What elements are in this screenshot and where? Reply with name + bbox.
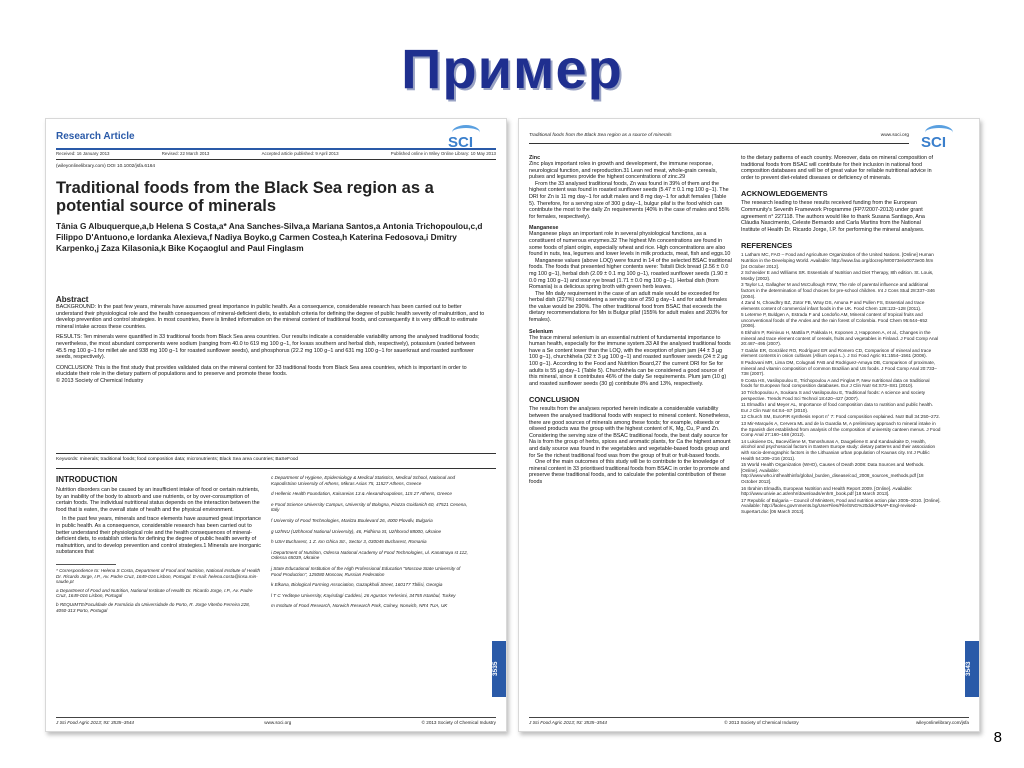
correspondence-note: * Correspondence to: Helena S Costa, Department of Food and Nutrition, National Institute of Health Dr. Ricardo Jorge, I.P., Av. Padre Cruz, 1649-016 Lisbon, Portugal. E-mail: helena.costa@insa.min-saude.pt xyxy=(56,567,261,585)
affiliation-item: d Hellenic Health Foundation, Kaisareias 13 & Alexandroupoleos, 115 27 Athens, Greece xyxy=(271,491,452,497)
page-footer: J Sci Food Agric 2013; 93: 3535–3544 www.soci.org © 2013 Society of Chemical Industry xyxy=(56,717,496,725)
reference-item: 11 Elmadfa I and Meyer AL, Importance of food composition data to nutrition and public health. Eur J Clin Nutr 64:S4–S7 (2010). xyxy=(741,402,933,413)
abstract-body xyxy=(56,304,486,385)
research-article-label: Research Article xyxy=(56,131,135,142)
selenium-paragraph: The trace mineral selenium is an essential nutrient of fundamental importance to human health, especially for the immune system.33 All the analysed traditional foods have a Se content lower than the LOQ, with the exception of plum jam (44 ± 3 µg 100 g−1), churchkhela (32 ± 3 µg 100 g−1) and roasted sunflower seeds (24 ± 2 µg 100 g−1). According to the Food and Nutrition Board,27 the current DRI for Se for adults is 55 µg day−1 (Table 5). Churchkhela can be considered a good source of this mineral, since it contributes 46% of the daily Se requirements. Plum jam (10 g) and roasted sunflower seeds (30 g) contribute 8% and 13%, respectively. xyxy=(529,334,731,387)
paper-page-last xyxy=(518,118,980,732)
acknowledgements-text: The research leading to these results received funding from the European Community's Seventh Framework Programme (FP7/2007-2013) under grant agreement n° 227118. The authors would like to thank Susana Santiago, Ana Cláudia Nascimento, Celeste Bernardo and Carla Martins from the National Institute of Health Dr. Ricardo Jorge, I.P. for performing the mineral analyses. xyxy=(741,200,925,233)
page-number-tab: 3535 xyxy=(492,641,506,697)
reference-item: 6 Ekholm P, Reinivuo H, Mattila P, Pakkala H, Koponen J, Happonen A, et al., Changes in the mineral and trace element content of cereals, fruits and vegetables in Finland. J Food Comp Anal 20:487–495 (2007). xyxy=(741,330,939,347)
manganese-paragraph-2: Manganese values (above LOQ) were found in 14 of the selected BSAC traditional foods. The foods that presented higher contents were: Tsitsili Dick bread (2.56 ± 0.0 mg 100 g−1), herbal dish (2.09 ± 0.1 mg 100 g−1), roasted sunflower seeds (1.90 ± 0.0 mg 100 g−1) and sour rye bread (1.71 ± 0.0 mg 100 g−1). Herbal dish (from Romania) is a delicious spring broth with green herb leaves. xyxy=(529,257,732,291)
slide-number: 8 xyxy=(993,729,1002,746)
affiliation-item: j State Educational Institution of the High Professional Education "Moscow State University of Food Production", 125080 Moscow, Russian Federation xyxy=(271,565,461,577)
author-list: Tânia G Albuquerque,a,b Helena S Costa,a* Ana Sanches-Silva,a Mariana Santos,a Antonia Trichopoulou,c,d Filippo D'Antuono,e Iordanka Alexieva,f Nadiya Boyko,g Carmen Costea,h Katerina Fedosova,i Dmitry Karpenko,j Zaza Kilasonia,k Bike Koçaoglul and Paul Finglasm xyxy=(56,221,483,253)
intro-column xyxy=(56,475,261,613)
body-column-left xyxy=(529,155,732,486)
conclusion-continued: to the dietary patterns of each country. Moreover, data on mineral composition of traditional foods from BSAC will contribute for their inclusion in national food composition databases and will be of great value for reliable nutritional advice in order to prevent diet-related diseases or deficiency of minerals. xyxy=(741,155,933,181)
abstract-conclusion: CONCLUSION: This is the first study that provides validated data on the mineral content for 33 traditional foods from Black Sea area countries, which is important in order to elucidate their role in the dietary pattern of populations and to preserve and promote these foods. xyxy=(56,364,467,378)
abstract-heading: Abstract xyxy=(56,295,89,304)
intro-paragraph-1: Nutrition disorders can be caused by an insufficient intake of food or certain nutrients, by an inability of the body to absorb and use nutrients, or by over-consumption of certain foods. The individual nutritional status depends on the interaction between the food that is eaten, the overall state of health and the physical environment. xyxy=(56,487,260,513)
manganese-heading: Manganese xyxy=(529,225,559,232)
affiliation-item: k Elkana, Biological Farming Association, Gazapkhuli Street, 160177 Tbilisi, Georgia xyxy=(271,582,443,588)
zinc-paragraph-1: Zinc plays important roles in growth and development, the immune response, neurological function, and reproduction.31 Lean red meat, whole-grain cereals, pulses and legumes provide the highest concentrations of zinc.29 xyxy=(529,161,717,181)
copyright-line: © 2013 Society of Chemical Industry xyxy=(56,377,144,384)
intro-paragraph-2: In the past few years, minerals and trace elements have assumed great importance in public health. As a consequence, considerable research has been carried out to better understand their physiological role and the health consequences of mineral-deficient diets, to establish criteria for defining the degree of public health severity of malnutrition, and to develop prevention and control strategies.1 Minerals are inorganic substances that xyxy=(56,516,261,556)
conclusion-heading: CONCLUSION xyxy=(529,395,580,405)
page-footer: J Sci Food Agric 2013; 93: 3535–3544 © 2013 Society of Chemical Industry wileyonlinelibrary.com/jsfa xyxy=(529,717,969,725)
zinc-heading: Zinc xyxy=(529,155,541,161)
reference-item: 13 Mir-Marqués A, Cervera ML and de la Guardia M, A preliminary approach to mineral intake in the Spanish diet established from analysis of the composition of university canteen menus. J Food Comp Anal 27:160–168 (2012). xyxy=(741,420,941,438)
reference-item: 9 Costa HS, Vasilopoulou E, Trichopoulou A and Finglas P, New nutritional data on traditional foods for European food composition databases. Eur J Clin Nutr 64:S73–S81 (2010). xyxy=(741,377,930,389)
acknowledgements-heading: ACKNOWLEDGEMENTS xyxy=(741,189,828,199)
reference-item: 17 Republic of Bulgaria – Council of Ministers, Food and nutrition action plan 2005–2010. [Online]. Available: http://faolex.govrnments.bg/UserFiles/File/SNG%20dok/FNAP-Engl-revised-Supertart.doc [06 March 2013]. xyxy=(741,497,941,514)
sci-logo: SCI xyxy=(919,127,963,149)
reference-item: 8 Padovani MR, Lima DM, Colugnati FAB and Rodriguez-Amaya DB, Comparison of proximate, mineral and vitamin composition of common Brazilian and US foods. J Food Comp Anal 20:733–738 (2007). xyxy=(741,360,937,377)
affiliation-item: m Institute of Food Research, Norwich Research Park, Colney, Norwich, NR4 7UA, UK xyxy=(271,603,448,609)
abstract-background: BACKGROUND: In the past few years, minerals have assumed great importance in public health. As a consequence, considerable research has been carried out to better understand their physiological role and the health consequences of mineral-deficient diets, to establish criteria for defining the degree of public health severity of malnutrition, and to develop prevention and control strategies. In most countries, there is limited information on the mineral content of traditional foods, and consequently it is very difficult to estimate mineral intake across these countries. xyxy=(56,304,485,330)
page-number-tab: 3543 xyxy=(965,641,979,697)
reference-item: 2 Schneider E and Williams SR. Essentials of Nutrition and Diet Therapy, 8th edition. St. Louis, Mosby (2002). xyxy=(741,270,934,281)
running-header: Traditional foods from the Black Sea region as a source of minerals www.soci.org xyxy=(529,133,909,138)
paper-page-first xyxy=(45,118,507,732)
affiliation-item: i Department of Nutrition, Odessa National Academy of Food Technologies, ul. Kanatnaya st 112, Odessa 65039, Ukraine xyxy=(271,549,468,561)
reference-item: 4 Zand N, Chowdhry BZ, Zotor FB, Wray DS, Amuna P and Pullen FS, Essential and trace elements content of commercial infant foods in the UK. Food Chem 128:123–128 (2011). xyxy=(741,300,925,311)
reference-item: 14 Lukoiene DL, Bacevičiene M, Tamoshunas A, Daugeliene E and Kandaukaite D, Health, alcohol and psychosocial factors in Eastern Europe study: dietary patterns and their association with socio-demographic factors in the Lithuanian urban population of Kaunas city. Int J Public Health 54:209–216 (2011). xyxy=(741,438,936,461)
body-column-right xyxy=(741,155,941,515)
abstract-results: RESULTS: Ten minerals were quantified in 33 traditional foods from Black Sea area countries. Our results indicate a considerable variability among the analysed traditional foods; nevertheless, the most abundant components were sodium (ranging from 40.0 to 619 mg 100 g−1, for kvass southern and herbal dish, respectively), potassium (varied between 45.5 mg 100 g−1 for millet ale and 938 mg 100 g−1 for roasted sunflower seeds), and phosphorus (22.2 mg 100 g−1 and 631 mg 100 g−1 for sauerkraut and roasted sunflower seeds, respectively). xyxy=(56,334,480,361)
reference-item: 16 Ibrahim Elmadfa, European Nutrition and Health Report 2009. [Online]. Available: http://www.univie.ac.at/enhr/downloads/enhrII_book.pdf [18 March 2013]. xyxy=(741,485,913,497)
reference-item: 5 Leterme P, Buldgen A, Estrada F and Londoño AM, Mineral content of tropical fruits and unconventional foods of the Andes and the rain forest of Colombia. Food Chem 95:644–652 (2006). xyxy=(741,312,928,329)
header-rule xyxy=(56,148,496,150)
affiliation-item: l T C Yeditepe University, Kayisdagi Caddesi, 26 Agustos Yerlesimi, 34755 Istanbul, Turkey xyxy=(271,592,456,598)
intro-heading: INTRODUCTION xyxy=(56,475,118,484)
zinc-paragraph-2: From the 33 analysed traditional foods, Zn was found in 39% of them and the highest content was found in roasted sunflower seeds (5.47 ± 0.1 mg 100 g−1). The DRI for Zn is 11 mg day−1 for adult males and 8 mg day−1 for adult females (Table 5). Therefore, for a serving size of 300 g day−1, bulgur pilaf is the food which can contribute the most to the daily Zn requirements (40% in the case of males and 55% for females, respectively). xyxy=(529,180,730,220)
doi-line: (wileyonlinelibrary.com) DOI 10.1002/jsfa.6164 xyxy=(56,164,156,169)
affiliation-item: g UzhNU (Uzhhorod National University), 46, Pidhirna St, Uzhhorod 88000, Ukraine xyxy=(271,528,442,534)
article-dates: Received: 16 January 2013 Revised: 22 March 2013 Accepted article published: 9 April 2013 Published online in Wiley Online Library: 10 May 2013 xyxy=(56,151,496,156)
keywords: Keywords: minerals; traditional foods; food composition data; micronutrients; Black Sea area countries; BaSeFood xyxy=(56,457,299,462)
affiliation-item: c Department of Hygiene, Epidemiology & Medical Statistics, Medical School, National and Kapodistrian University of Athens, Mikras Asias 75, 11527 Athens, Greece xyxy=(271,475,456,486)
affiliation-item: e Food Science University Campus, University of Bologna, Piazza Goidanich 60, 47521 Cesena, Italy xyxy=(271,501,468,513)
slide-title: Пример xyxy=(401,37,623,100)
reference-item: 1 Latham MC, FAO – Food and Agriculture Organization of the United Nations. [Online] Human Nutrition in the Developing World. Available: http://www.fao.org/docrep/W0073e/w0073e00.htm [24 October 2012]. xyxy=(741,252,934,269)
affiliation-b: b REQUIMTE/Faculdade de Farmácia da Universidade do Porto, R. Jorge Viterbo Ferreira 228, 4050-313 Porto, Portugal xyxy=(56,601,250,613)
conclusion-paragraph-1: The results from the analyses reported herein indicate a considerable variability between the analysed traditional foods with respect to mineral content. Nonetheless, there are good sources of minerals among these foods; for example, oilseeds or oilseed products was the group with the highest content of K, Mg, Cu, P and Zn. Considering the serving size of the BSAC traditional foods, the best daily source for Na is from the group of herbs, spices and aromatic plants, for Ca the highest amount and daily source was found in the vegetables and vegetable-based foods group and for Se the richest traditional food was from the group of fruit or fruit-based foods. xyxy=(529,406,731,459)
references-heading: REFERENCES xyxy=(741,241,793,251)
reference-list xyxy=(741,252,941,514)
selenium-heading: Selenium xyxy=(529,328,553,335)
manganese-paragraph-3: The Mn daily requirement in the case of an adult male would be exceeded for herbal dish (227%) considering a serving size of 250 g day−1 and for adult females the value would be 290%. The other traditional food from BSAC that exceeds the dietary recommendations for Mn is Bulgur pilaf (155% for adult males and 203% for females). xyxy=(529,290,728,324)
sci-logo: SCI xyxy=(446,127,490,149)
reference-item: 15 World Health Organization (WHO), Causes of Death 2008: Data Sources and Methods. [Online]. Available: http://www.who.int/healthinfo/global_burden_disease/cod_2008_sources_methods.pdf [18 October 2012]. xyxy=(741,462,925,484)
article-title: Traditional foods from the Black Sea region as a potential source of minerals xyxy=(56,179,434,215)
reference-item: 7 Gaitán ER, González RO, Rodríguez ER and Romero CD, Comparison of mineral and trace element contents in onion cultivars (Allium cepa L.). J Sci Food Agric 91:1554–1561 (2008). xyxy=(741,347,932,359)
affiliation-item: f University of Food Technologies, Maritza Boulevard 26, 4000 Plovdiv, Bulgaria xyxy=(271,517,433,523)
reference-item: 12 Church SM, EuroFIR synthesis report n° 7: Food composition explained. Nutr Bull 34:250–272. xyxy=(741,414,940,420)
reference-item: 10 Trichopoulou A, Soukara S and Vasilopoulou E, Traditional foods: A science and society perspective. Trends Food Sci Technol 18:420–427 (2007). xyxy=(741,390,926,401)
manganese-paragraph-1: Manganese plays an important role in several physiological functions, as a constituent of numerous enzymes.32 The highest Mn concentrations are found in some foods of plant origin, especially wheat and rice. High concentrations are also found in nuts, tea, legumes and lower levels in milk products, meat, fish and eggs.10 xyxy=(529,231,731,258)
reference-item: 3 Taylor LJ, Gallagher M and McCullough FSW, The role of parental influence and additional factors in the determination of food choices for pre-school children. Int J Cons Stud 28:337–346 (2004). xyxy=(741,282,935,299)
affiliations-column xyxy=(271,475,471,609)
affiliation-a: a Department of Food and Nutrition, National Institute of Health Dr. Ricardo Jorge, I.P., Av. Padre Cruz, 1649-016 Lisbon, Portugal xyxy=(56,587,253,599)
conclusion-paragraph-2: One of the main outcomes of this study will be to contribute to the knowledge of mineral content in 33 prioritised traditional foods from BSAC in order to promote and preserve these traditional foods, and to calculate the potential contribution of these foods xyxy=(529,459,730,485)
affiliation-item: h USH Bucharest, 1 Z. Ion Ghica Str., Sector 3, 030045 Bucharest, Romania xyxy=(271,539,427,545)
